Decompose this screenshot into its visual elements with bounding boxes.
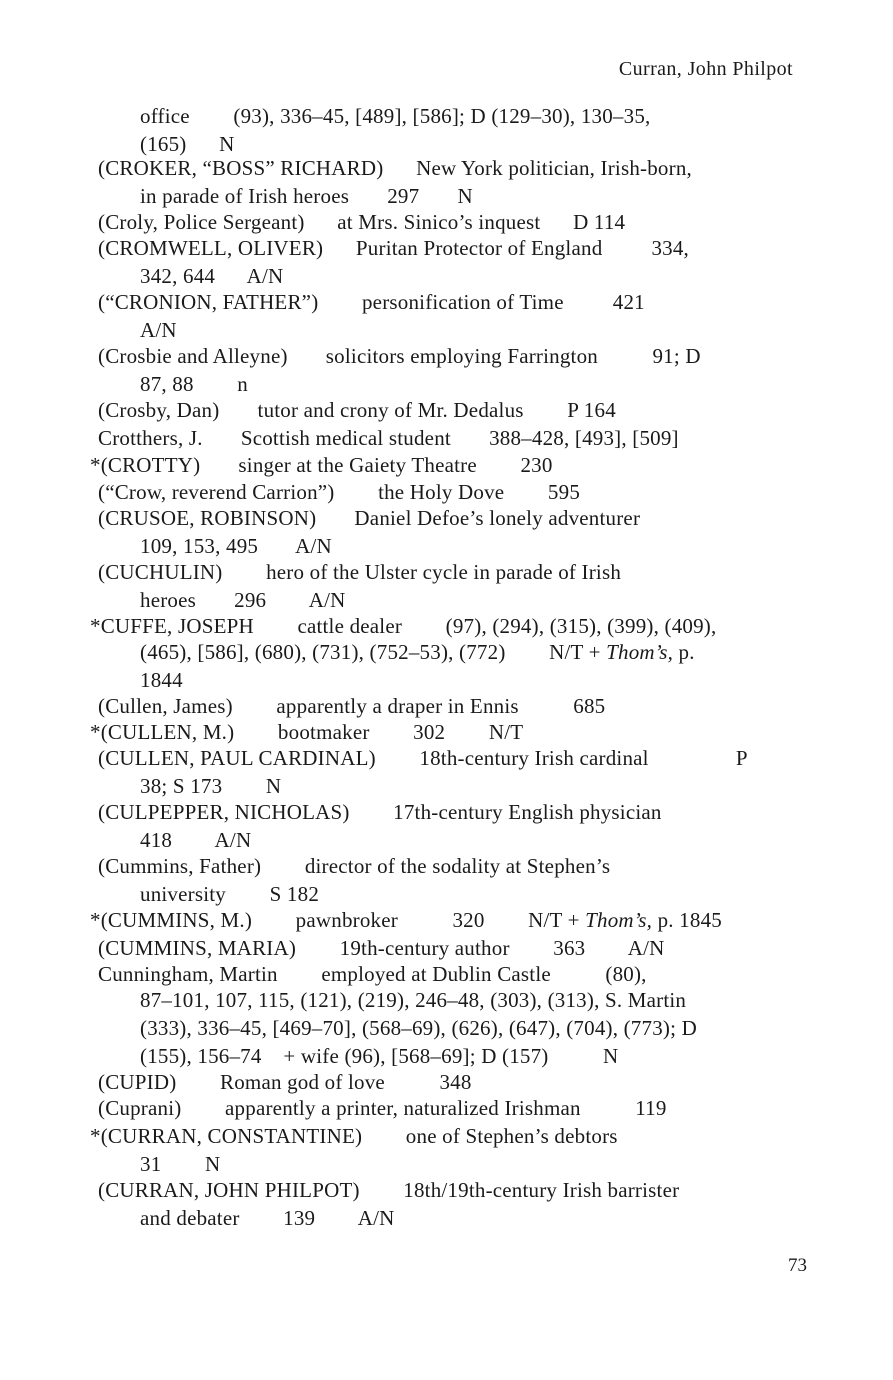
entry-line: (CROMWELL, OLIVER) Puritan Protector of England 334,	[98, 236, 689, 260]
entry-line: (Cullen, James) apparently a draper in Ennis 685	[98, 694, 606, 718]
entry-line: 38; S 173 N	[140, 774, 282, 798]
entry-line: (Cuprani) apparently a printer, naturalized Irishman 119	[98, 1096, 667, 1120]
entry-line: (Crosby, Dan) tutor and crony of Mr. Dedalus P 164	[98, 398, 616, 422]
italic-source: Thom’s,	[585, 908, 653, 932]
entry-line: office (93), 336–45, [489], [586]; D (129–30), 130–35,	[140, 104, 651, 128]
entry-line: (CUMMINS, MARIA) 19th-century author 363 A/N	[98, 936, 665, 960]
entry-line: (333), 336–45, [469–70], (568–69), (626), (647), (704), (773); D	[140, 1016, 697, 1040]
entry-line: (CUPID) Roman god of love 348	[98, 1070, 472, 1094]
entry-line: (CULLEN, PAUL CARDINAL) 18th-century Irish cardinal P	[98, 746, 748, 770]
entry-line: university S 182	[140, 882, 320, 906]
entry-line: (Cummins, Father) director of the sodality at Stephen’s	[98, 854, 611, 878]
entry-line: (CUCHULIN) hero of the Ulster cycle in parade of Irish	[98, 560, 622, 584]
entry-line: heroes 296 A/N	[140, 588, 346, 612]
entry-line: 342, 644 A/N	[140, 264, 284, 288]
entry-line: (165) N	[140, 132, 235, 156]
entry-line: *CUFFE, JOSEPH cattle dealer (97), (294), (315), (399), (409),	[90, 614, 717, 638]
entry-line: 1844	[140, 668, 183, 692]
entry-line: (155), 156–74 + wife (96), [568–69]; D (157) N	[140, 1044, 619, 1068]
entry-text: p. 1845	[652, 908, 722, 932]
entry-line	[140, 638, 695, 666]
entry-line: (CULPEPPER, NICHOLAS) 17th-century English physician	[98, 800, 662, 824]
entry-line: 109, 153, 495 A/N	[140, 534, 332, 558]
entry-line: in parade of Irish heroes 297 N	[140, 184, 473, 208]
entry-line: A/N	[140, 318, 177, 342]
entry-line: *(CULLEN, M.) bootmaker 302 N/T	[90, 720, 524, 744]
entry-line: 87, 88 n	[140, 372, 248, 396]
entry-line: *(CURRAN, CONSTANTINE) one of Stephen’s debtors	[90, 1124, 618, 1148]
entry-text: (465), [586], (680), (731), (752–53), (772) N/T +	[140, 640, 607, 664]
entry-line: Cunningham, Martin employed at Dublin Castle (80),	[98, 962, 647, 986]
entry-line: (Crosbie and Alleyne) solicitors employing Farrington 91; D	[98, 344, 701, 368]
italic-source: Thom’s,	[606, 640, 674, 664]
entry-line: Crotthers, J. Scottish medical student 388–428, [493], [509]	[98, 426, 679, 450]
entry-line: 418 A/N	[140, 828, 252, 852]
entry-line: (“CRONION, FATHER”) personification of Time 421	[98, 290, 645, 314]
entry-line: and debater 139 A/N	[140, 1206, 395, 1230]
entry-line: (Croly, Police Sergeant) at Mrs. Sinico’s inquest D 114	[98, 210, 626, 234]
entry-line: *(CROTTY) singer at the Gaiety Theatre 230	[90, 453, 553, 477]
entry-line	[90, 906, 722, 934]
entry-text: p.	[673, 640, 695, 664]
running-head: Curran, John Philpot	[618, 58, 793, 80]
entry-line: (“Crow, reverend Carrion”) the Holy Dove 595	[98, 480, 581, 504]
entry-text: *(CUMMINS, M.) pawnbroker 320 N/T +	[90, 908, 586, 932]
entry-line: (CURRAN, JOHN PHILPOT) 18th/19th-century Irish barrister	[98, 1178, 680, 1202]
entry-line: (CRUSOE, ROBINSON) Daniel Defoe’s lonely adventurer	[98, 506, 641, 530]
page-number: 73	[788, 1255, 807, 1276]
entry-line: (CROKER, “BOSS” RICHARD) New York politician, Irish-born,	[98, 156, 692, 180]
entry-line: 87–101, 107, 115, (121), (219), 246–48, (303), (313), S. Martin	[140, 988, 687, 1012]
entry-line: 31 N	[140, 1152, 221, 1176]
